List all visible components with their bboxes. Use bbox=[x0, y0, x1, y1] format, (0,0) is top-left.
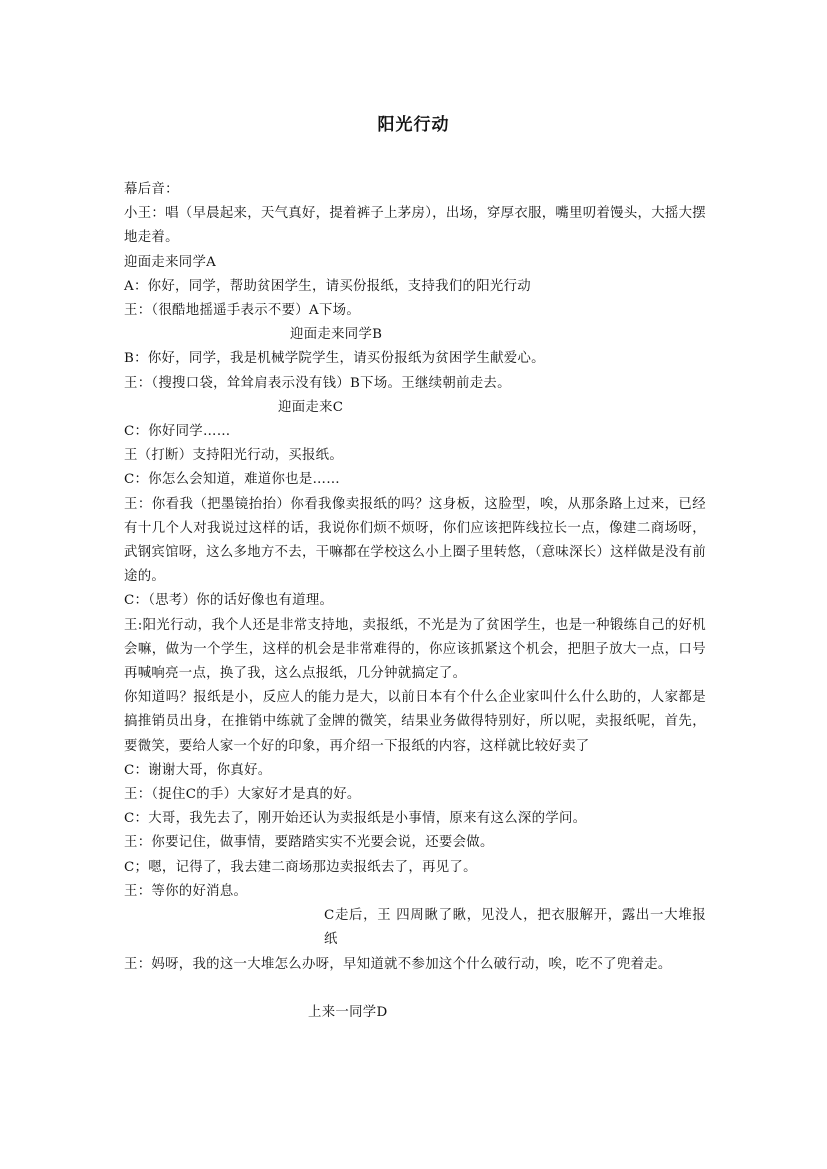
paragraph: C：你怎么会知道，难道你也是…… bbox=[124, 472, 340, 488]
paragraph: 王：（很酷地摇遥手表示不要）A下场。 bbox=[124, 303, 361, 319]
paragraph: 王：妈呀，我的这一大堆怎么办呀，早知道就不参加这个什么破行动，唉，吃不了兜着走。 bbox=[124, 956, 672, 972]
paragraph: 迎面走来同学A bbox=[124, 254, 217, 270]
stage-direction: 迎面走来同学B bbox=[290, 327, 383, 343]
paragraph: 王：你要记住，做事情，要踏踏实实不光要会说，还要会做。 bbox=[124, 835, 494, 851]
paragraph: C；嗯，记得了，我去建二商场那边卖报纸去了，再见了。 bbox=[124, 859, 477, 875]
document-title: 阳光行动 bbox=[377, 115, 450, 135]
paragraph: B：你好，同学，我是机械学院学生，请买份报纸为贫困学生献爱心。 bbox=[124, 351, 545, 367]
paragraph: 王:阳光行动，我个人还是非常支持地，卖报纸，不光是为了贫困学生，也是一种锻练自己的好机会嘛，做为一个学生，这样的机会是非常难得的，你应该抓紧这个机会，把胆子放大一点，口号再喊响亮一点，换了我，这么点报纸，几分钟就搞定了。 bbox=[124, 617, 706, 682]
paragraph: 小王：唱（早晨起来，天气真好，提着裤子上茅房），出场，穿厚衣服，嘴里叨着馒头，大摇大摆地走着。 bbox=[124, 206, 706, 246]
stage-direction: 上来一同学D bbox=[308, 1004, 388, 1020]
paragraph: 幕后音： bbox=[124, 182, 179, 197]
stage-direction: 迎面走来C bbox=[278, 399, 344, 415]
document-body bbox=[124, 178, 706, 1025]
paragraph: A：你好，同学，帮助贫困学生，请买份报纸，支持我们的阳光行动 bbox=[124, 278, 531, 294]
paragraph: 王：（捉住C的手）大家好才是真的好。 bbox=[124, 787, 361, 803]
paragraph: 王：（搜搜口袋，耸耸肩表示没有钱）B下场。王继续朝前走去。 bbox=[124, 375, 511, 391]
paragraph: 王：等你的好消息。 bbox=[124, 883, 248, 899]
blank-line bbox=[124, 977, 706, 1001]
paragraph: C：谢谢大哥，你真好。 bbox=[124, 762, 272, 778]
paragraph: C：（思考）你的话好像也有道理。 bbox=[124, 593, 334, 609]
paragraph: C：大哥，我先去了，刚开始还认为卖报纸是小事情，原来有这么深的学问。 bbox=[124, 811, 587, 827]
paragraph: 你知道吗？报纸是小，反应人的能力是大，以前日本有个什么企业家叫什么什么助的，人家都是搞推销员出身，在推销中练就了金牌的微笑，结果业务做得特别好，所以呢，卖报纸呢，首先，要微笑，要给人家一个好的印象，再介绍一下报纸的内容，这样就比较好卖了 bbox=[124, 690, 706, 754]
stage-direction: C走后，王 四周瞅了瞅，见没人，把衣服解开，露出一大堆报纸 bbox=[324, 908, 706, 948]
paragraph: 王：你看我（把墨镜抬抬）你看我像卖报纸的吗？这身板，这脸型，唉，从那条路上过来，已经有十几个人对我说过这样的话，我说你们烦不烦呀，你们应该把阵线拉长一点，像建二商场呀，武钢宾馆呀，这么多地方不去，干嘛都在学校这么小上圈子里转悠，（意味深长）这样做是没有前途的。 bbox=[124, 496, 706, 585]
paragraph: C：你好同学…… bbox=[124, 424, 231, 440]
paragraph: 王（打断）支持阳光行动，买报纸。 bbox=[124, 448, 344, 464]
